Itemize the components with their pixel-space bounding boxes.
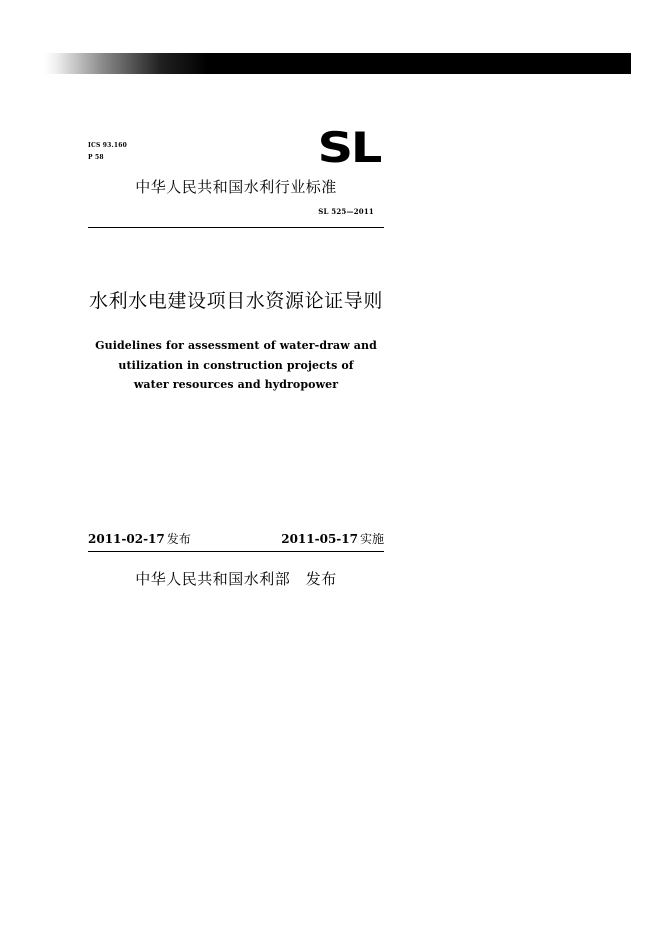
standard-category: 中华人民共和国水利行业标准 (135, 178, 337, 196)
title-english-line-1: Guidelines for assessment of water-draw and (95, 339, 377, 352)
issuer-line: 中华人民共和国水利部 发布 (135, 570, 337, 588)
title-english-line-2: utilization in construction projects of (118, 358, 354, 372)
title-chinese: 水利水电建设项目水资源论证导则 (88, 290, 383, 312)
ics-code: ICS 93.160 (88, 142, 127, 149)
title-english-line-3: water resources and hydropower (133, 378, 339, 391)
issue-date: 2011-02-17 (88, 532, 165, 546)
standard-number: SL 525—2011 (318, 207, 374, 216)
sl-logo: SL (317, 123, 380, 172)
top-band (44, 53, 631, 74)
issue-label: 发布 (166, 532, 191, 546)
date-row (88, 530, 384, 548)
footer-divider (88, 551, 384, 552)
ccs-code: P 58 (88, 154, 104, 161)
issue-date-block (88, 530, 191, 547)
header-divider (88, 227, 384, 228)
effective-date-block (281, 530, 384, 547)
effective-date: 2011-05-17 (281, 532, 358, 546)
effective-label: 实施 (359, 532, 384, 546)
title-english (88, 336, 384, 395)
